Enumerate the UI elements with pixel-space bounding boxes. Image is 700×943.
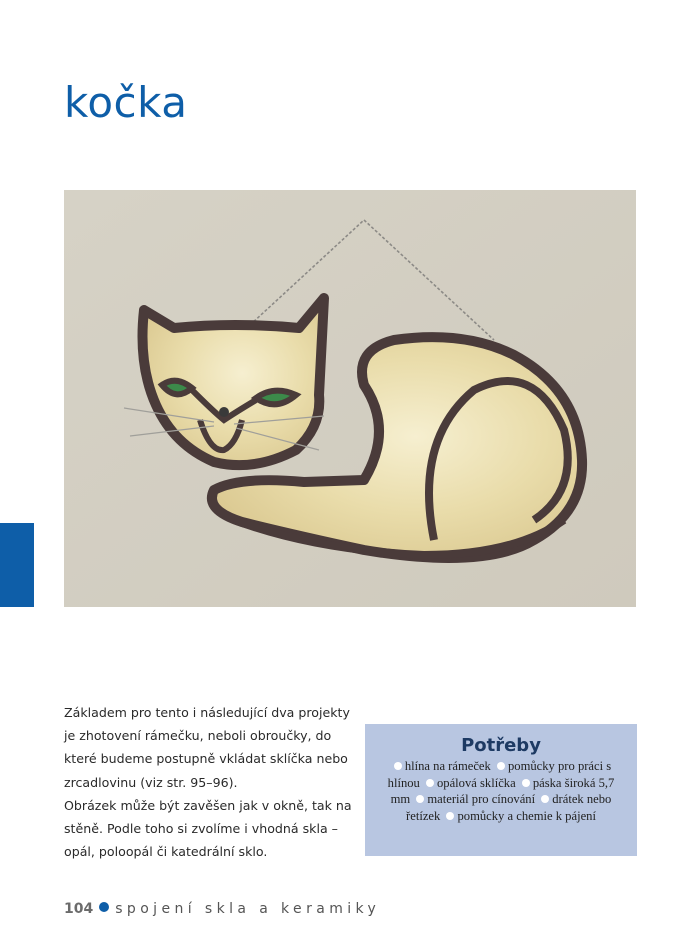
needs-item: materiál pro cínování: [427, 792, 536, 806]
needs-item: pomůcky pro práci s hlínou: [387, 759, 612, 790]
body-line: Obrázek může být zavěšen jak v okně, tak na: [64, 797, 352, 813]
page-footer: [64, 898, 380, 917]
body-line: je zhotovení rámečku, neboli obroučky, do: [64, 728, 332, 744]
bullet-icon: [497, 762, 505, 770]
needs-title: Potřeby: [461, 735, 541, 756]
body-line: které budeme postupně vkládat sklíčka nebo: [64, 751, 348, 767]
bullet-icon: [446, 812, 454, 820]
needs-item: pomůcky a chemie k pájení: [457, 808, 596, 823]
bullet-icon: [426, 779, 434, 787]
side-tab-marker: [0, 523, 34, 607]
body-paragraph: [64, 701, 354, 863]
needs-box: [365, 724, 637, 856]
needs-item: hlína na rámeček: [404, 759, 491, 773]
body-line: Základem pro tento i následující dva projekty: [64, 705, 350, 720]
needs-item: páska široká 5,7 mm: [390, 775, 615, 806]
footer-dot-icon: [99, 902, 109, 912]
cat-photo: [64, 190, 636, 607]
section-name: spojení skla a keramiky: [115, 901, 381, 917]
needs-item: drátek nebo řetízek: [406, 792, 612, 823]
body-line: zrcadlovinu (viz str. 95–96).: [64, 774, 238, 790]
body-line: stěně. Podle toho si zvolíme i vhodná skla –: [64, 821, 338, 837]
page-number: 104: [64, 901, 94, 917]
bullet-icon: [541, 795, 549, 803]
needs-item: opálová sklíčka: [437, 775, 516, 790]
needs-list: [379, 758, 623, 824]
body-line: opál, poloopál či katedrální sklo.: [64, 844, 268, 860]
bullet-icon: [416, 795, 424, 803]
page-title: kočka: [64, 78, 188, 127]
bullet-icon: [394, 762, 402, 770]
bullet-icon: [522, 779, 530, 787]
